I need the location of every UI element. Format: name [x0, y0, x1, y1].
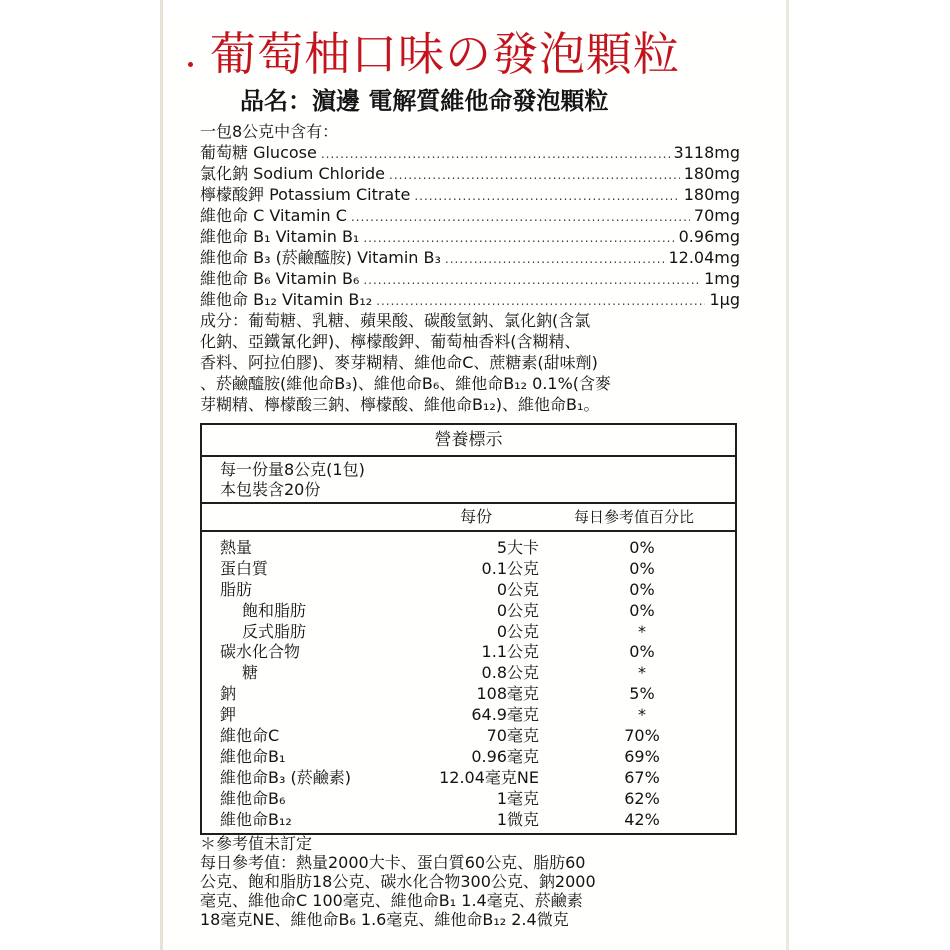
nutrition-row — [202, 705, 735, 726]
nutrition-row — [202, 622, 735, 643]
nutrient-daily-value: * — [638, 705, 646, 725]
footnote-line: 公克、飽和脂肪18公克、碳水化合物300公克、鈉2000 — [200, 872, 596, 891]
content-amount: 1μg — [709, 290, 740, 309]
dot-leader — [363, 270, 700, 291]
nutrition-title: 營養標示 — [202, 425, 735, 457]
footnote-text — [200, 834, 745, 929]
ingredients-line: 化鈉、亞鐵氰化鉀)、檸檬酸鉀、葡萄柚香料(含糊精、 — [200, 332, 581, 351]
content-name: 氯化鈉 Sodium Chloride — [200, 164, 386, 183]
nutrient-name: 蛋白質 — [220, 558, 269, 578]
footnote-line: 每日參考值：熱量2000大卡、蛋白質60公克、脂肪60 — [200, 853, 586, 872]
footnote-line: 毫克、維他命C 100毫克、維他命B₁ 1.4毫克、菸鹼素 — [200, 891, 583, 910]
nutrition-facts-table — [200, 423, 737, 835]
nutrient-daily-value: 0% — [629, 538, 655, 557]
dot-leader — [445, 249, 665, 270]
nutrient-name: 維他命C — [220, 726, 280, 746]
nutrient-name: 熱量 — [220, 538, 253, 557]
nutrient-daily-value: * — [638, 621, 646, 641]
content-amount: 70mg — [693, 206, 740, 225]
nutrient-per-serving: 0公克 — [496, 600, 539, 620]
nutrient-per-serving: 0公克 — [496, 621, 539, 641]
nutrient-daily-value: 0% — [629, 642, 655, 662]
content-amount: 0.96mg — [678, 227, 740, 246]
nutrient-name: 維他命B₁₂ — [220, 809, 292, 829]
nutrition-row — [202, 684, 735, 705]
nutrition-rows — [202, 532, 735, 830]
nutrient-name: 維他命B₆ — [220, 788, 286, 808]
nutrition-row — [202, 642, 735, 663]
content-amount: 12.04mg — [668, 248, 740, 267]
nutrition-row — [202, 601, 735, 622]
nutrient-name: 脂肪 — [220, 579, 253, 599]
content-row — [200, 268, 740, 289]
content-row — [200, 289, 740, 310]
nutrient-per-serving: 0.8公克 — [481, 663, 539, 683]
nutrient-per-serving: 0.96毫克 — [471, 746, 539, 766]
dot-leader — [321, 144, 670, 165]
nutrient-name: 維他命B₃ (菸鹼素) — [220, 767, 351, 787]
nutrient-name: 鉀 — [220, 705, 237, 725]
card-right-edge — [786, 0, 789, 950]
nutrient-per-serving: 64.9毫克 — [471, 705, 539, 725]
nutrition-row — [202, 768, 735, 789]
nutrition-row — [202, 726, 735, 747]
content-amount: 180mg — [683, 185, 740, 204]
ingredients-line: 成分：葡萄糖、乳糖、蘋果酸、碳酸氫鈉、氯化鈉(含氯 — [200, 311, 591, 330]
nutrition-row — [202, 559, 735, 580]
dot-leader — [389, 165, 680, 186]
nutrient-per-serving: 108毫克 — [476, 684, 539, 704]
nutrient-name: 鈉 — [220, 684, 237, 704]
nutrient-per-serving: 1毫克 — [496, 788, 539, 808]
column-per-serving: 每份 — [460, 507, 493, 526]
content-row — [200, 184, 740, 205]
nutrient-daily-value: * — [638, 663, 646, 683]
footnote-line: ＊參考值未訂定 — [200, 834, 313, 853]
nutrient-per-serving: 0公克 — [496, 579, 539, 599]
ingredients-line: 、菸鹼醯胺(維他命B₃)、維他命B₆、維他命B₁₂ 0.1%(含麥 — [200, 374, 612, 393]
content-rows — [200, 142, 740, 310]
nutrition-row — [202, 538, 735, 559]
content-row — [200, 163, 740, 184]
nutrient-daily-value: 69% — [624, 746, 660, 766]
nutrient-per-serving: 12.04毫克NE — [439, 767, 539, 787]
nutrient-per-serving: 0.1公克 — [481, 558, 539, 578]
nutrition-row — [202, 810, 735, 831]
content-name: 維他命 B₁ Vitamin B₁ — [200, 227, 360, 246]
content-list — [200, 121, 740, 310]
servings-per-pack: 本包裝含20份 — [220, 480, 321, 499]
nutrition-row — [202, 747, 735, 768]
card-left-edge — [160, 0, 163, 950]
content-row — [200, 142, 740, 163]
dot-leader — [351, 207, 690, 228]
content-amount: 3118mg — [673, 143, 740, 162]
content-row — [200, 247, 740, 268]
nutrient-name: 飽和脂肪 — [242, 600, 307, 620]
content-row — [200, 205, 740, 226]
nutrient-name: 碳水化合物 — [220, 642, 301, 662]
nutrient-daily-value: 67% — [624, 767, 660, 787]
nutrient-daily-value: 0% — [629, 579, 655, 599]
content-amount: 180mg — [683, 164, 740, 183]
content-amount: 1mg — [704, 269, 740, 288]
content-name: 維他命 B₃ (菸鹼醯胺) Vitamin B₃ — [200, 248, 441, 267]
product-name: 品名：濵邊 電解質維他命發泡顆粒 — [240, 87, 609, 115]
nutrition-row — [202, 789, 735, 810]
nutrient-daily-value: 5% — [629, 684, 655, 704]
nutrient-per-serving: 70毫克 — [486, 726, 539, 746]
content-row — [200, 226, 740, 247]
nutrient-daily-value: 62% — [624, 788, 660, 808]
dot-leader — [414, 186, 679, 207]
serving-info — [202, 457, 735, 504]
nutrient-daily-value: 0% — [629, 600, 655, 620]
nutrient-name: 反式脂肪 — [242, 621, 307, 641]
nutrition-row — [202, 580, 735, 601]
column-daily-value: 每日參考值百分比 — [574, 508, 695, 526]
content-name: 檸檬酸鉀 Potassium Citrate — [200, 185, 411, 204]
ingredients-text — [200, 310, 745, 415]
product-title: 葡萄柚口味の發泡顆粒 — [210, 27, 680, 81]
dot-leader — [363, 228, 674, 249]
red-dot-mark — [188, 62, 193, 67]
content-name: 維他命 B₁₂ Vitamin B₁₂ — [200, 290, 373, 309]
content-name: 葡萄糖 Glucose — [200, 143, 317, 162]
nutrient-daily-value: 70% — [624, 726, 660, 746]
nutrient-name: 維他命B₁ — [220, 746, 286, 766]
nutrition-row — [202, 663, 735, 684]
nutrient-daily-value: 0% — [629, 558, 655, 578]
nutrient-per-serving: 1微克 — [496, 809, 539, 829]
serving-size: 每一份量8公克(1包) — [220, 460, 365, 479]
nutrient-daily-value: 42% — [624, 809, 660, 829]
content-name: 維他命 B₆ Vitamin B₆ — [200, 269, 360, 288]
ingredients-line: 香料、阿拉伯膠)、麥芽糊精、維他命C、蔗糖素(甜味劑) — [200, 353, 598, 372]
footnote-line: 18毫克NE、維他命B₆ 1.6毫克、維他命B₁₂ 2.4微克 — [200, 910, 569, 929]
content-header: 一包8公克中含有： — [200, 122, 339, 141]
dot-leader — [376, 291, 705, 312]
nutrient-per-serving: 1.1公克 — [481, 642, 539, 662]
ingredients-line: 芽糊精、檸檬酸三鈉、檸檬酸、維他命B₁₂)、維他命B₁。 — [200, 395, 600, 414]
nutrient-per-serving: 5大卡 — [496, 538, 539, 557]
content-name: 維他命 C Vitamin C — [200, 206, 347, 225]
nutrient-name: 糖 — [242, 663, 259, 683]
nutrition-column-headers — [202, 504, 735, 532]
